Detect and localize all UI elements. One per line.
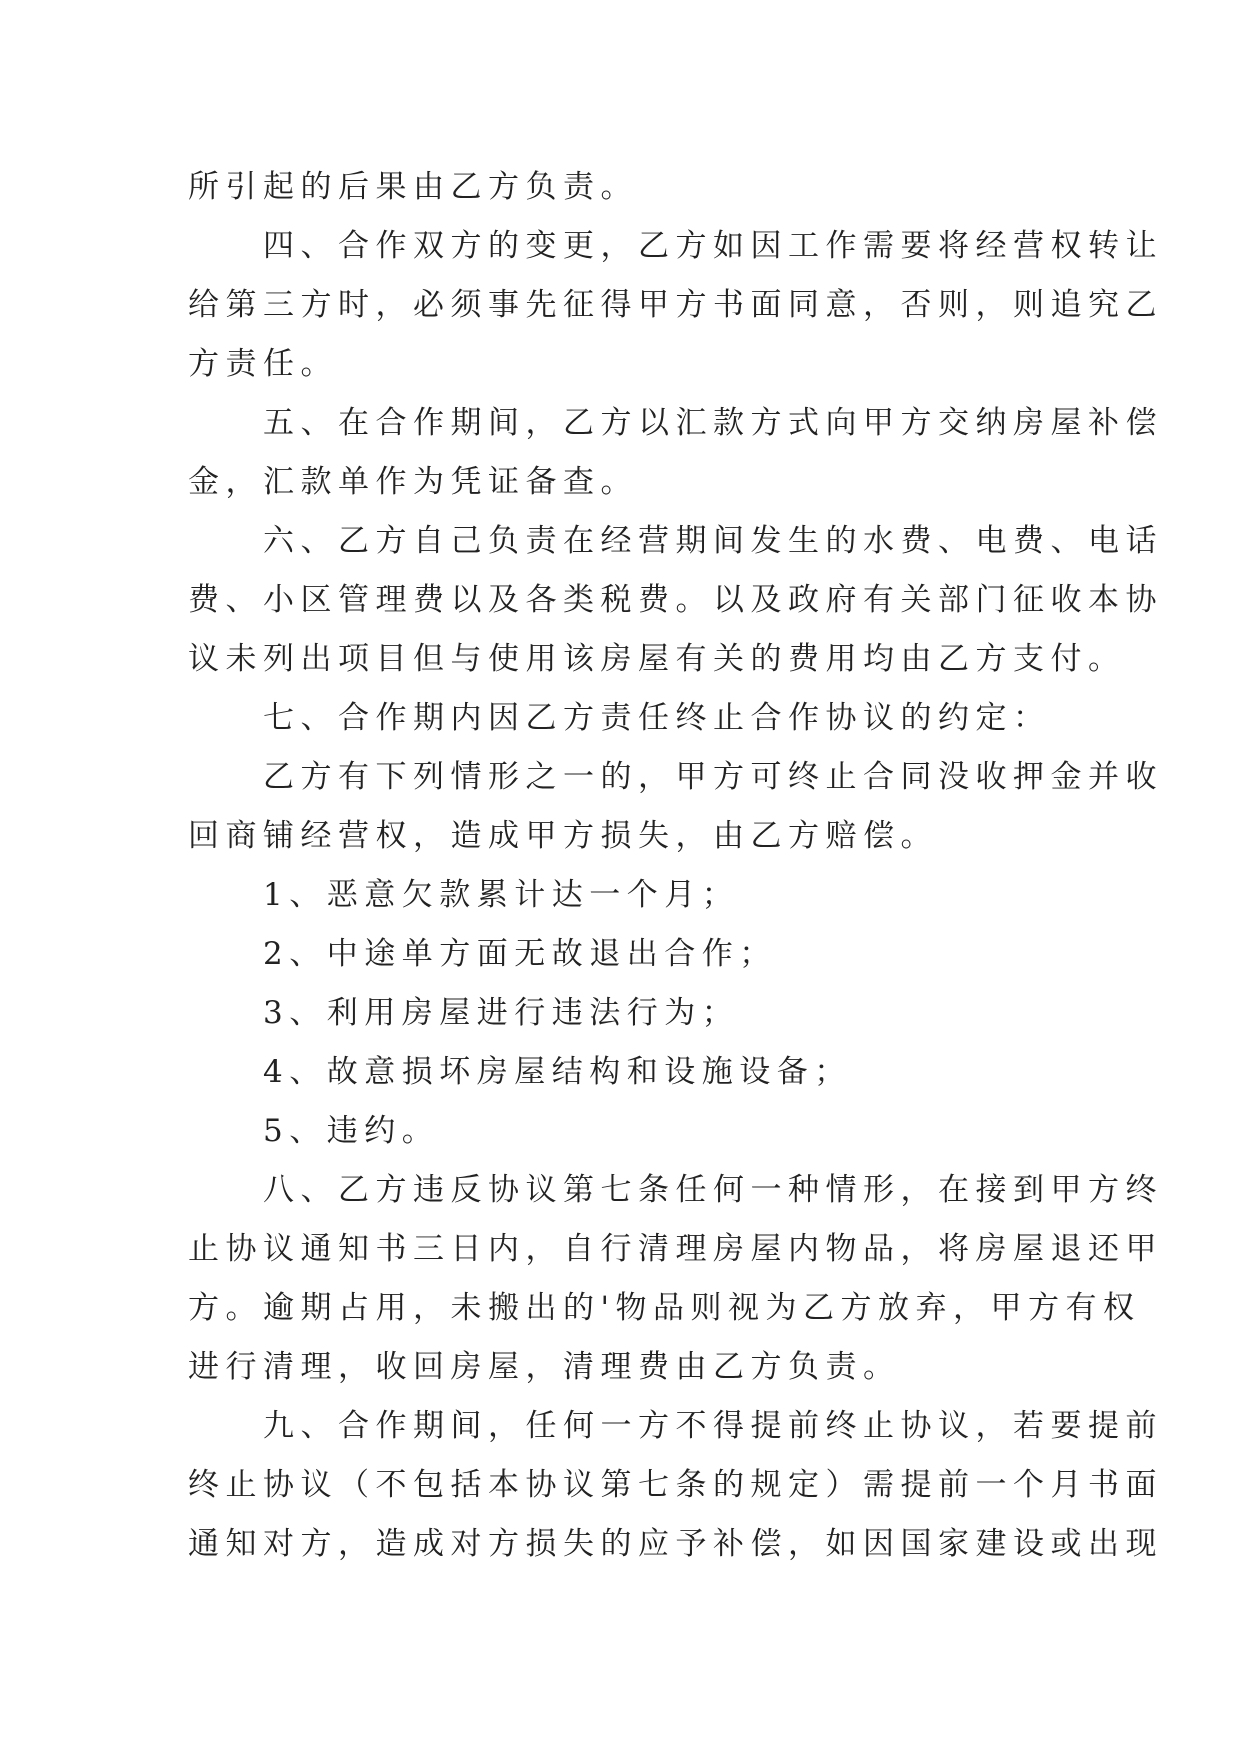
text-line: 方责任。 [188, 346, 338, 382]
text-line: 五、在合作期间，乙方以汇款方式向甲方交纳房屋补偿 [188, 405, 1163, 441]
text-line: 3、利用房屋进行违法行为； [188, 995, 740, 1031]
text-line: 六、乙方自己负责在经营期间发生的水费、电费、电话 [188, 523, 1163, 559]
document-body [188, 158, 1163, 1574]
text-line: 进行清理，收回房屋，清理费由乙方负责。 [188, 1349, 901, 1385]
text-line: 乙方有下列情形之一的，甲方可终止合同没收押金并收 [188, 759, 1163, 795]
text-line: 2、中途单方面无故退出合作； [188, 936, 777, 972]
text-line: 回商铺经营权，造成甲方损失，由乙方赔偿。 [188, 818, 938, 854]
text-line: 给第三方时，必须事先征得甲方书面同意，否则，则追究乙 [188, 287, 1163, 323]
text-line: 金，汇款单作为凭证备查。 [188, 464, 638, 500]
text-line: 方。逾期占用，未搬出的'物品则视为乙方放弃，甲方有权 [188, 1290, 1141, 1326]
text-line: 四、合作双方的变更，乙方如因工作需要将经营权转让 [188, 228, 1163, 264]
text-line: 通知对方，造成对方损失的应予补偿，如因国家建设或出现 [188, 1526, 1163, 1562]
text-line: 费、小区管理费以及各类税费。以及政府有关部门征收本协 [188, 582, 1163, 618]
text-line: 终止协议（不包括本协议第七条的规定）需提前一个月书面 [188, 1467, 1163, 1503]
text-line: 4、故意损坏房屋结构和设施设备； [188, 1054, 852, 1090]
text-line: 七、合作期内因乙方责任终止合作协议的约定： [188, 700, 1051, 736]
text-line: 所引起的后果由乙方负责。 [188, 169, 638, 205]
text-line: 九、合作期间，任何一方不得提前终止协议，若要提前 [188, 1408, 1163, 1444]
text-line: 止协议通知书三日内，自行清理房屋内物品，将房屋退还甲 [188, 1231, 1163, 1267]
text-line: 八、乙方违反协议第七条任何一种情形，在接到甲方终 [188, 1172, 1163, 1208]
text-line: 5、违约。 [188, 1113, 440, 1149]
text-line: 1、恶意欠款累计达一个月； [188, 877, 740, 913]
text-line: 议未列出项目但与使用该房屋有关的费用均由乙方支付。 [188, 641, 1126, 677]
